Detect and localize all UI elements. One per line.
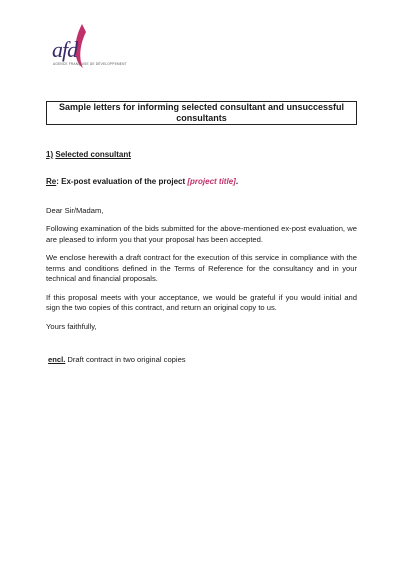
letter-body: [46, 150, 357, 366]
document-title-text: Sample letters for informing selected consultant and unsuccessful consultants: [58, 102, 345, 123]
section-number: 1): [46, 150, 54, 159]
subject-label: Re: [46, 177, 57, 187]
enclosure-label: encl.: [48, 355, 66, 365]
logo-word: afd: [52, 37, 78, 62]
closing: Yours faithfully,: [46, 321, 97, 331]
logo-tagline: AGENCE FRANÇAISE DE DÉVELOPPEMENT: [53, 62, 127, 66]
project-title-placeholder: [project title]: [187, 177, 236, 187]
paragraph-2: We enclose herewith a draft contract for the execution of this service in compliance with the terms and conditions defined in the Terms of Reference for the consultancy and in your technical and financial proposals.: [46, 253, 357, 284]
paragraph-1: Following examination of the bids submitted for the above-mentioned ex-post evaluation, we are pleased to inform you that your proposal has been accepted.: [46, 224, 357, 244]
subject-end: .: [235, 177, 239, 187]
section-title: Selected consultant: [55, 150, 131, 159]
enclosure-text: Draft contract in two original copies: [65, 355, 186, 365]
subject-line: [46, 177, 357, 187]
salutation: Dear Sir/Madam,: [46, 205, 104, 215]
paragraph-3: If this proposal meets with your acceptance, we would be grateful if you would initial and sign the two copies of this contract, and return an original copy to us.: [46, 292, 357, 313]
subject-text: : Ex-post evaluation of the project: [56, 177, 188, 187]
section-heading: [46, 150, 357, 160]
enclosure-line: [46, 355, 357, 365]
document-title: [46, 101, 357, 125]
